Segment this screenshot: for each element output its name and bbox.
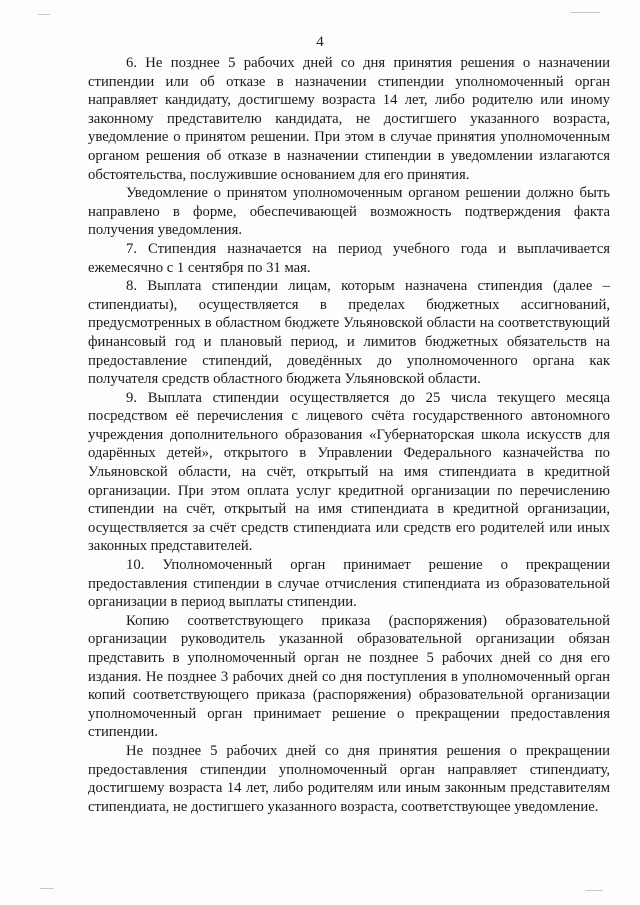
scan-mark [38,14,50,15]
paragraph-7: 7. Стипендия назначается на период учебного года и выплачивается ежемесячно с 1 сентября по 31 мая. [88,240,610,276]
page-number: 4 [316,34,324,50]
document-body [88,54,610,816]
paragraph-8: 8. Выплата стипендии лицам, которым назначена стипендия (далее – стипендиаты), осуществляется в пределах бюджетных ассигнований, предусмотренных в областном бюджете Ульяновской области на соответствующий финансовый год и плановый период, и лимитов бюджетных обязательств на предоставление стипендий, доведённых до уполномоченного органа как получателя средств областного бюджета Ульяновской области. [88,278,610,388]
scan-mark [40,888,54,889]
scan-mark [585,890,603,891]
paragraph-6: 6. Не позднее 5 рабочих дней со дня принятия решения о назначении стипендии или об отказе в назначении стипендии уполномоченный орган направляет кандидату, достигшему возраста 14 лет, либо родителю или иному законному представителю кандидата, не достигшего указанного возраста, уведомление о принятом решении. При этом в случае принятия уполномоченным органом решения об отказе в назначении стипендии в уведомлении излагаются обстоятельства, послужившие основанием для его принятия. [88,55,610,183]
paragraph-notice: Уведомление о принятом уполномоченным органом решении должно быть направлено в форме, обеспечивающей возможность подтверждения факта получения уведомления. [88,185,610,239]
paragraph-9: 9. Выплата стипендии осуществляется до 25 числа текущего месяца посредством её перечисления с лицевого счёта государственного автономного учреждения дополнительного образования «Губернаторская школа искусств для одарённых детей», открытого в Управлении Федерального казначейства по Ульяновской области, на счёт, открытый на имя стипендиата в кредитной организации. При этом оплата услуг кредитной организации по перечислению стипендии на счёт, открытый на имя стипендиата в кредитной организации, осуществляется за счёт средств стипендиата или средств его родителей или иных законных представителей. [88,389,610,555]
paragraph-10: 10. Уполномоченный орган принимает решение о прекращении предоставления стипендии в случае отчисления стипендиата из образовательной организации в период выплаты стипендии. [88,557,610,611]
paragraph-copy-order: Копию соответствующего приказа (распоряжения) образовательной организации руководитель указанной образовательной организации обязан представить в уполномоченный орган не позднее 5 рабочих дней со дня его издания. Не позднее 3 рабочих дней со дня поступления в уполномоченный орган копий соответствующего приказа (распоряжения) образовательной организации уполномоченный орган принимает решение о прекращении предоставления стипендии. [88,612,610,741]
scan-mark [570,12,600,13]
paragraph-termination-notice: Не позднее 5 рабочих дней со дня принятия решения о прекращении предоставления стипендии уполномоченный орган направляет стипендиату, достигшему возраста 14 лет, либо родителям или иным законным представителям стипендиата, не достигшего указанного возраста, соответствующее уведомление. [88,742,610,815]
